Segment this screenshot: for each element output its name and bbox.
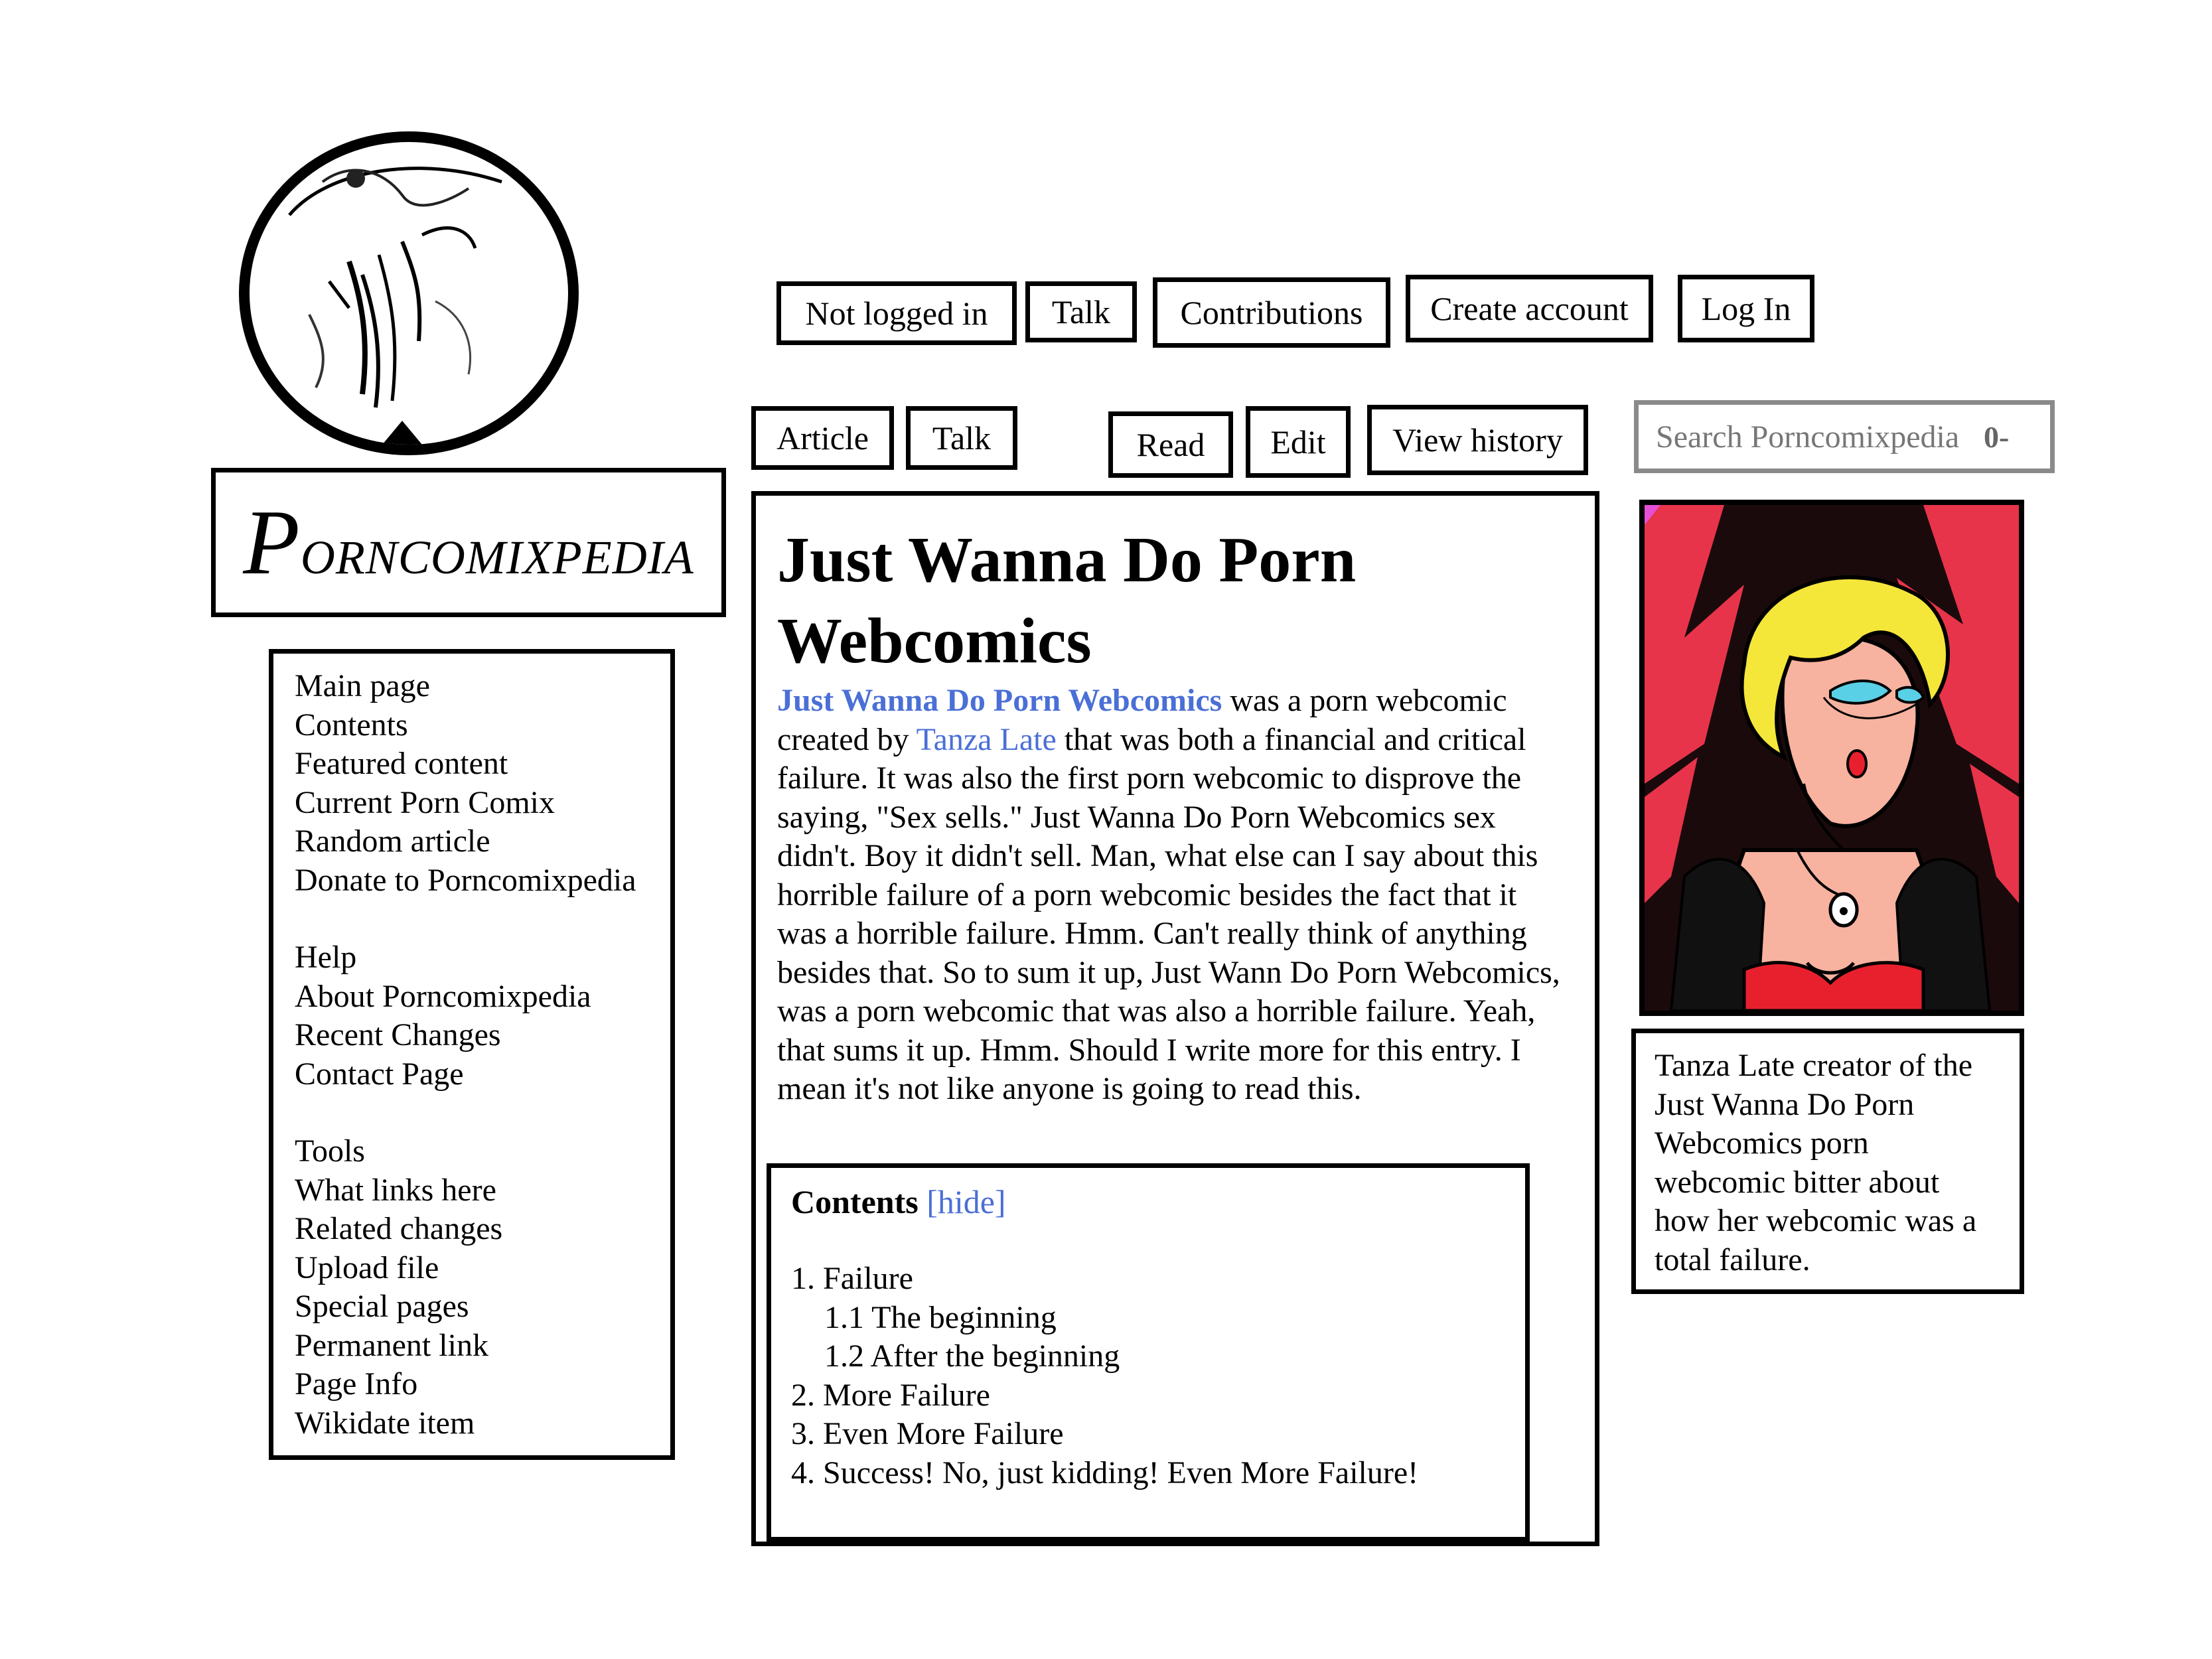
sidebar-item-help[interactable]: Help xyxy=(295,940,357,975)
tab-read[interactable]: Read xyxy=(1108,411,1233,478)
sidebar-item-permanent-link[interactable]: Permanent link xyxy=(295,1327,488,1363)
toc-item-after-the-beginning[interactable]: 1.2 After the beginning xyxy=(824,1338,1120,1374)
page-title: Just Wanna Do Porn Webcomics xyxy=(777,524,1357,677)
tab-edit[interactable]: Edit xyxy=(1246,406,1351,478)
search-go-button[interactable]: 0- xyxy=(1984,419,2010,454)
caption-line: how her webcomic was a xyxy=(1655,1203,1977,1238)
caption-line: Tanza Late creator of the xyxy=(1655,1048,1972,1083)
sidebar xyxy=(269,649,675,1460)
sidebar-item-donate[interactable]: Donate to Porncomixpedia xyxy=(295,862,636,898)
creator-link[interactable]: Tanza Late xyxy=(916,721,1057,757)
article-text-2: that was both a financial and critical failure. It was also the first porn webcomic to disprove the saying, "Sex sells." Just Wanna Do Porn Webcomics sex didn't. Boy it didn't sell. Man, what else can I say about this horrible failure of a porn webcomic besides the fact that it was a horrible failure. Hmm. Can't really think of anything besides that. So to sum it up, Just Wann Do Porn Webcomics, was a porn webcomic that was also a horrible failure. Yeah, that sums it up. Hmm. Should I write more for this entry. I mean it's not like anyone is going to read this. xyxy=(777,721,1560,1106)
caption-line: webcomic bitter about xyxy=(1655,1164,1940,1200)
article-lead-link[interactable]: Just Wanna Do Porn Webcomics xyxy=(777,683,1222,718)
image-caption xyxy=(1631,1029,2024,1294)
search-box[interactable] xyxy=(1634,400,2055,473)
portrait-illustration xyxy=(1645,505,2019,1011)
toc-item-even-more-failure[interactable]: 3. Even More Failure xyxy=(791,1416,1064,1451)
sidebar-item-featured-content[interactable]: Featured content xyxy=(295,746,508,781)
toc-heading: Contents xyxy=(791,1183,919,1220)
sidebar-item-special-pages[interactable]: Special pages xyxy=(295,1289,469,1324)
sidebar-item-related-changes[interactable]: Related changes xyxy=(295,1211,503,1246)
sidebar-item-what-links-here[interactable]: What links here xyxy=(295,1172,496,1208)
sidebar-item-current-porn-comix[interactable]: Current Porn Comix xyxy=(295,784,555,820)
sidebar-item-main-page[interactable]: Main page xyxy=(295,668,430,703)
logo-sketch-icon xyxy=(250,142,568,445)
creator-portrait-image[interactable] xyxy=(1639,500,2024,1016)
search-input[interactable] xyxy=(1655,418,1976,456)
caption-line: total failure. xyxy=(1655,1242,1810,1277)
toc-item-failure[interactable]: 1. Failure xyxy=(791,1261,913,1296)
tab-view-history[interactable]: View history xyxy=(1367,405,1588,475)
caption-line: Webcomics porn xyxy=(1655,1125,1869,1161)
table-of-contents xyxy=(767,1163,1530,1542)
article-text-1: was a porn webcomic created by xyxy=(777,683,1507,757)
site-wordmark[interactable] xyxy=(211,468,726,617)
tab-talk[interactable]: Talk xyxy=(906,406,1017,470)
contributions-link[interactable]: Contributions xyxy=(1153,277,1390,348)
not-logged-in-label: Not logged in xyxy=(776,281,1017,345)
sidebar-item-page-info[interactable]: Page Info xyxy=(295,1366,418,1402)
sidebar-item-about[interactable]: About Porncomixpedia xyxy=(295,978,591,1014)
sidebar-item-random-article[interactable]: Random article xyxy=(295,824,490,859)
toc-hide-link[interactable]: [hide] xyxy=(926,1183,1006,1220)
site-logo[interactable] xyxy=(239,131,579,455)
log-in-link[interactable]: Log In xyxy=(1678,275,1814,342)
tab-article[interactable]: Article xyxy=(751,406,894,470)
sidebar-item-contents[interactable]: Contents xyxy=(295,707,408,743)
toc-item-more-failure[interactable]: 2. More Failure xyxy=(791,1377,990,1413)
sidebar-item-contact-page[interactable]: Contact Page xyxy=(295,1056,464,1092)
article-body xyxy=(777,682,1574,1109)
sidebar-heading-tools: Tools xyxy=(295,1133,365,1169)
user-talk-link[interactable]: Talk xyxy=(1025,281,1137,342)
wordmark-text: PORNCOMIXPEDIA xyxy=(243,491,694,594)
sidebar-item-upload-file[interactable]: Upload file xyxy=(295,1250,439,1285)
toc-item-the-beginning[interactable]: 1.1 The beginning xyxy=(824,1299,1057,1335)
create-account-link[interactable]: Create account xyxy=(1406,275,1653,342)
caption-line: Just Wanna Do Porn xyxy=(1655,1086,1915,1122)
sidebar-item-wikidate-item[interactable]: Wikidate item xyxy=(295,1405,475,1441)
sidebar-item-recent-changes[interactable]: Recent Changes xyxy=(295,1017,501,1052)
toc-item-success[interactable]: 4. Success! No, just kidding! Even More Failure! xyxy=(791,1455,1419,1490)
